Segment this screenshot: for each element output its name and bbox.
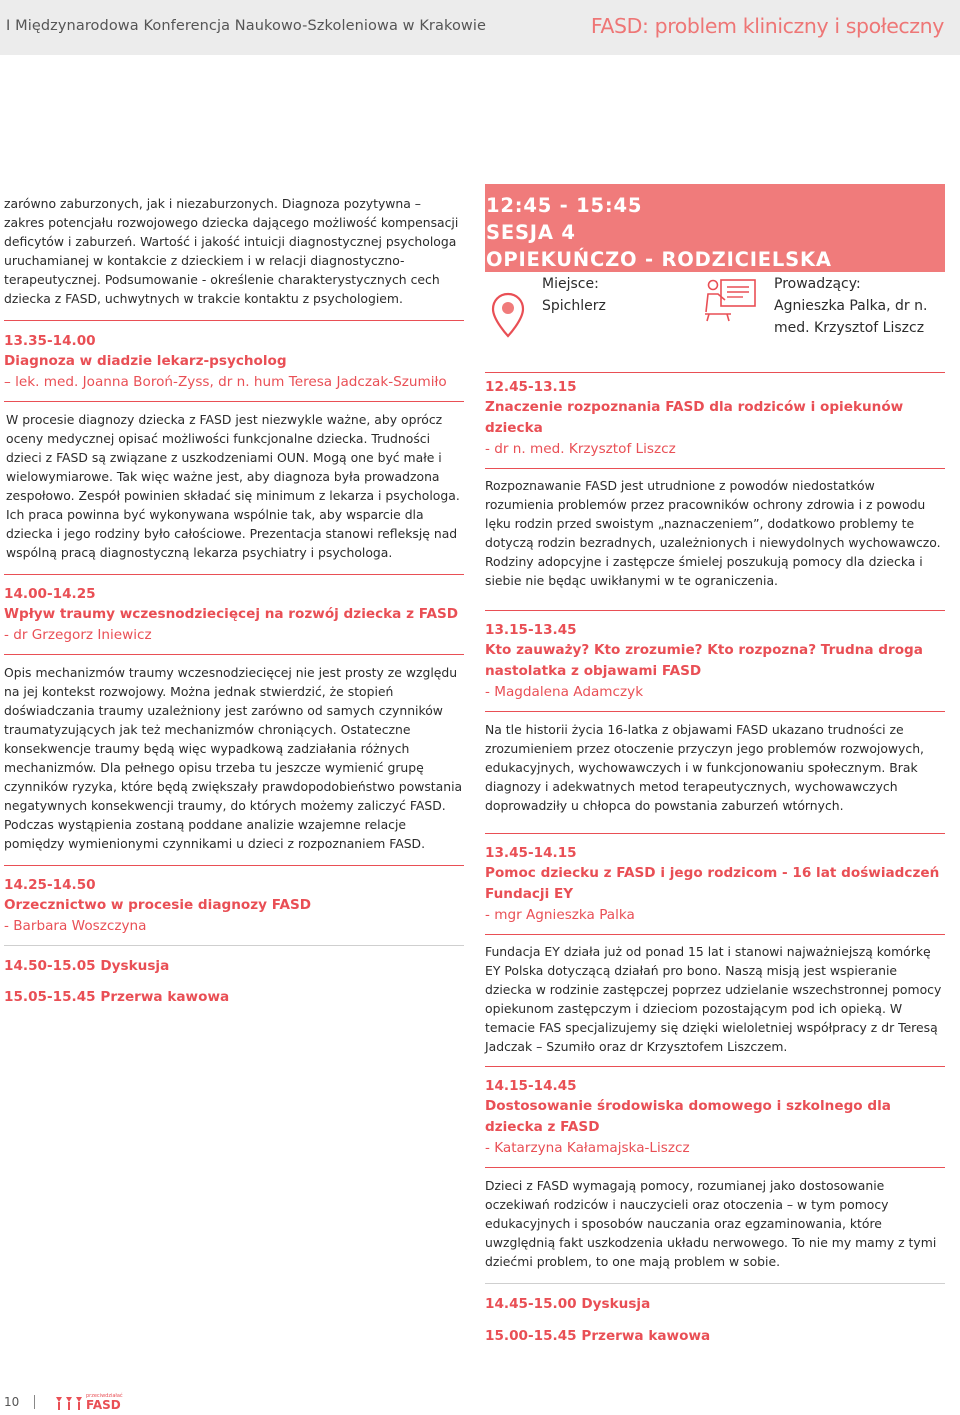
conference-title: I Międzynarodowa Konferencja Naukowo-Szkoleniowa w Krakowie bbox=[6, 18, 487, 34]
session-time: 14.00-14.25 bbox=[4, 586, 96, 602]
divider bbox=[485, 833, 945, 834]
divider bbox=[485, 1167, 945, 1168]
session-speaker: - mgr Agnieszka Palka bbox=[485, 907, 635, 923]
intro-paragraph: zarówno zaburzonych, jak i niezaburzonych. Diagnoza pozytywna – zakres potencjału rozwojowego dziecka dającego możliwość kompensacji deficytów i zaburzeń. Wartość i jakość intuicji diagnostycznej psychologa uruchamianej w kontakcie z dzieckiem i w relacji diagnostyczno-terapeutycznej. Podsumowanie - określenie charakterystycznych cech dziecka z FASD, uchwytnych w trakcie kontaktu z psychologiem. bbox=[4, 196, 459, 306]
conference-topic: FASD: problem kliniczny i społeczny bbox=[590, 14, 944, 38]
divider bbox=[485, 372, 945, 373]
banner-time: 12:45 - 15:45 bbox=[486, 194, 643, 217]
host-label: Prowadzący: bbox=[774, 276, 861, 292]
session-description: Fundacja EY działa już od ponad 15 lat i stanowi najważniejszą komórkę EY Polska dotyczącą działań pro bono. Naszą misją jest wspieranie dziecka w rodzinie zastępczej poprzez udzielanie wszechstronnej pomocy opiekunom zastępczym i dzieciom pozostającym pod ich opieką. W temacie FAS specjalizujemy się dzięki wieloletniej współpracy z dr Teresą Jadczak – Szumiło oraz dr Krzysztofem Liszczem. bbox=[485, 944, 942, 1054]
footer-separator bbox=[34, 1395, 35, 1409]
session-item bbox=[4, 584, 464, 646]
session-description: Dzieci z FASD wymagają pomocy, rozumianej jako dostosowanie oczekiwań rodziców i nauczycieli oraz otoczenia – w tym pomocy edukacyjnych i sposobów nauczania oraz egzaminowania, które uwzględnią fakt uszkodzenia układu nerwowego. To nie my mamy z tymi dziećmi problem, to one mają problem w sobie. bbox=[485, 1178, 937, 1269]
divider bbox=[4, 320, 464, 321]
session-banner bbox=[485, 184, 945, 272]
divider bbox=[485, 711, 945, 712]
logo-text: FASD bbox=[86, 1398, 121, 1412]
place-value: Spichlerz bbox=[542, 298, 606, 314]
banner-session: SESJA 4 bbox=[486, 221, 576, 244]
session-title: Wpływ traumy wczesnodziecięcej na rozwój dziecka z FASD bbox=[4, 606, 459, 622]
divider bbox=[485, 610, 945, 611]
divider bbox=[485, 1283, 945, 1284]
banner-session-name: OPIEKUŃCZO - RODZICIELSKA bbox=[486, 248, 832, 271]
page-footer bbox=[4, 1395, 244, 1415]
session-speaker: - Magdalena Adamczyk bbox=[485, 684, 644, 700]
right-column bbox=[485, 184, 945, 1347]
session-item bbox=[4, 875, 464, 937]
session-speaker: - dr Grzegorz Iniewicz bbox=[4, 627, 152, 643]
session-title: Diagnoza w diadzie lekarz-psycholog bbox=[4, 353, 287, 369]
session-description: W procesie diagnozy dziecka z FASD jest niezwykle ważne, aby oprócz oceny medycznej opisać możliwości funkcjonalne dziecka. Trudności dzieci z FASD są związane z uszkodzeniami OUN. Mogą one być małe i wielowymiarowe. Tak więc ważne jest, aby diagnoza była prowadzona zespołowo. Zespół powinien składać się minimum z lekarza i psychologa. Ich praca powinna być wykonywana wspólnie tak, aby wsparcie dla dziecka i jego rodziny było całościowe. Prezentacja stanowi refleksję nad wspólną pracą diagnostyczną lekarza psychiatry i psychologa. bbox=[6, 412, 460, 560]
divider bbox=[485, 1066, 945, 1067]
divider bbox=[4, 574, 464, 575]
session-item bbox=[485, 843, 945, 926]
session-item bbox=[485, 377, 945, 460]
divider bbox=[485, 934, 945, 935]
discussion-slot: 14.50-15.05 Dyskusja bbox=[4, 958, 170, 974]
left-column bbox=[4, 194, 464, 1008]
divider bbox=[4, 865, 464, 866]
divider bbox=[4, 945, 464, 946]
session-item bbox=[4, 331, 464, 393]
session-time: 14.25-14.50 bbox=[4, 877, 96, 893]
coffee-break-slot: 15.00-15.45 Przerwa kawowa bbox=[485, 1328, 711, 1344]
coffee-break-slot: 15.05-15.45 Przerwa kawowa bbox=[4, 989, 230, 1005]
discussion-slot: 14.45-15.00 Dyskusja bbox=[485, 1296, 651, 1312]
location-pin-icon bbox=[491, 292, 525, 338]
session-time: 13.15-13.45 bbox=[485, 622, 577, 638]
session-title: Orzecznictwo w procesie diagnozy FASD bbox=[4, 897, 312, 913]
place-label: Miejsce: bbox=[542, 276, 599, 292]
session-title: Kto zauważy? Kto zrozumie? Kto rozpozna? Trudna droga nastolatka z objawami FASD bbox=[485, 642, 923, 679]
presenter-board-icon bbox=[705, 276, 757, 322]
page-number: 10 bbox=[4, 1395, 20, 1409]
session-description: Na tle historii życia 16-latka z objawami FASD ukazano trudności ze zrozumieniem przez otoczenie przyczyn jego problemów rozwojowych, edukacyjnych, wychowawczych i w funkcjonowaniu społecznym. Brak diagnozy i adekwatnych metod terapeutycznych, wychowawczych doprowadziły u chłopca do powstania zaburzeń wtórnych. bbox=[485, 722, 924, 813]
logo-small-text: przeciwdziałać bbox=[86, 1393, 123, 1399]
session-speaker: - dr n. med. Krzysztof Liszcz bbox=[485, 441, 676, 457]
session-description: Opis mechanizmów traumy wczesnodziecięcej nie jest prosty ze względu na jej kontekst rozwojowy. Można jednak stwierdzić, że stopień doświadczania traumy uzależniony jest zarówno od samych czynników traumatyzujących jak też mechanizmów chroniących. Ostateczne konsekwencje traumy będą więc wypadkową zadziałania różnych mechanizmów. Dla pełnego opisu trzeba tu jeszcze wymienić grupę czynników ryzyka, które będą zwiększały prawdopodobieństwo powstania negatywnych konsekwencji traumy, do których możemy zaliczyć FASD. Podczas wystąpienia zostaną poddane analizie wzajemne relacje pomiędzy wymienionymi czynnikami u dzieci z rozpoznaniem FASD. bbox=[4, 665, 463, 851]
divider bbox=[485, 468, 945, 469]
session-title: Znaczenie rozpoznania FASD dla rodziców i opiekunów dziecka bbox=[485, 399, 904, 436]
session-speaker: – lek. med. Joanna Boroń-Zyss, dr n. hum Teresa Jadczak-Szumiło bbox=[4, 374, 447, 390]
session-description: Rozpoznawanie FASD jest utrudnione z powodów niedostatków rozumienia problemów przez pracowników ochrony zdrowia i z powodu lęku rodzin przed swoistym „naznaczeniem”, dodatkowo problemy te dotyczą rodzin bezradnych, uzależnionych i niewydolnych wychowawczo. Rodziny adopcyjne i zastępcze śmielej poszukują pomocy dla dziecka i siebie nie będąc uwikłanymi w te ograniczenia. bbox=[485, 478, 941, 588]
session-speaker: - Barbara Woszczyna bbox=[4, 918, 147, 934]
session-item bbox=[485, 1076, 945, 1159]
fasd-logo-icon bbox=[54, 1395, 84, 1413]
session-time: 13.35-14.00 bbox=[4, 333, 96, 349]
divider bbox=[4, 654, 464, 655]
page-header bbox=[0, 0, 960, 55]
session-title: Pomoc dziecku z FASD i jego rodzicom - 16 lat doświadczeń Fundacji EY bbox=[485, 865, 940, 902]
session-info bbox=[485, 272, 945, 372]
host-value: Agnieszka Palka, dr n. med. Krzysztof Liszcz bbox=[774, 298, 928, 336]
session-time: 12.45-13.15 bbox=[485, 379, 577, 395]
session-time: 14.15-14.45 bbox=[485, 1078, 577, 1094]
session-item bbox=[485, 620, 945, 703]
divider bbox=[4, 401, 464, 402]
session-title: Dostosowanie środowiska domowego i szkolnego dla dziecka z FASD bbox=[485, 1098, 891, 1135]
session-time: 13.45-14.15 bbox=[485, 845, 577, 861]
session-speaker: - Katarzyna Kałamajska-Liszcz bbox=[485, 1140, 690, 1156]
